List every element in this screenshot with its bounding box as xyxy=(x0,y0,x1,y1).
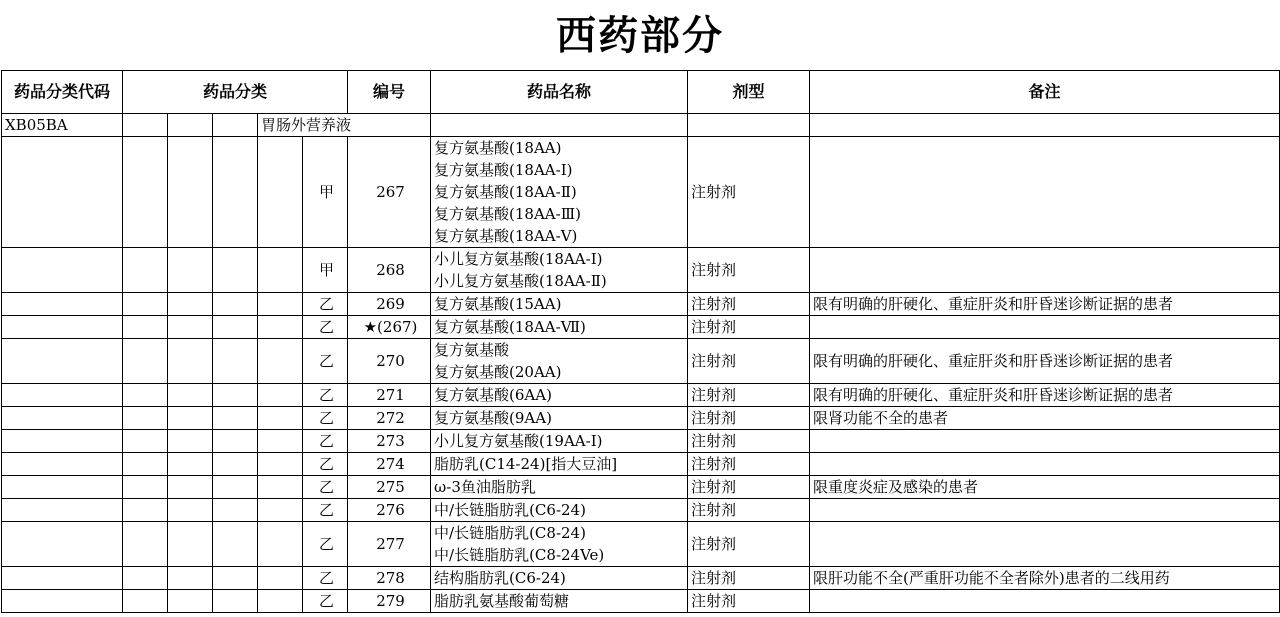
grade-cell: 乙 xyxy=(303,453,348,476)
empty-cell xyxy=(213,114,258,137)
form-cell: 注射剂 xyxy=(688,137,810,248)
empty-cell xyxy=(168,114,213,137)
table-row xyxy=(2,339,1280,384)
category-level-cell xyxy=(213,499,258,522)
drug-name: 复方氨基酸(18AA-Ⅰ) xyxy=(434,161,573,179)
form-cell: 注射剂 xyxy=(688,384,810,407)
category-level-cell xyxy=(213,430,258,453)
category-level-cell xyxy=(258,430,303,453)
grade-cell: 乙 xyxy=(303,476,348,499)
grade-cell: 乙 xyxy=(303,590,348,613)
header-code: 药品分类代码 xyxy=(2,71,123,114)
category-level-cell xyxy=(213,522,258,567)
header-category: 药品分类 xyxy=(123,71,348,114)
category-level-cell xyxy=(258,522,303,567)
note-cell: 限有明确的肝硬化、重症肝炎和肝昏迷诊断证据的患者 xyxy=(810,339,1280,384)
drug-name-cell xyxy=(431,316,688,339)
drug-name: 小儿复方氨基酸(19AA-Ⅰ) xyxy=(434,432,603,450)
category-level-cell xyxy=(123,293,168,316)
drug-name: 复方氨基酸 xyxy=(434,341,510,359)
table-row xyxy=(2,137,1280,248)
table-row xyxy=(2,316,1280,339)
code-cell xyxy=(2,522,123,567)
empty-cell xyxy=(810,114,1280,137)
table-row xyxy=(2,499,1280,522)
drug-name-cell xyxy=(431,293,688,316)
header-name: 药品名称 xyxy=(431,71,688,114)
category-level-cell xyxy=(213,453,258,476)
category-level-cell xyxy=(258,407,303,430)
category-level-cell xyxy=(213,567,258,590)
table-row xyxy=(2,384,1280,407)
drug-name: 复方氨基酸(18AA-Ⅶ) xyxy=(434,318,586,336)
category-level-cell xyxy=(123,407,168,430)
form-cell: 注射剂 xyxy=(688,316,810,339)
number-cell: 274 xyxy=(348,453,431,476)
category-level-cell xyxy=(258,293,303,316)
drug-name: 脂肪乳(C14-24)[指大豆油] xyxy=(434,455,618,473)
category-level-cell xyxy=(168,499,213,522)
number-cell: 271 xyxy=(348,384,431,407)
category-level-cell xyxy=(213,339,258,384)
number-cell: ★(267) xyxy=(348,316,431,339)
code-cell xyxy=(2,499,123,522)
drug-name: 小儿复方氨基酸(18AA-Ⅱ) xyxy=(434,272,607,290)
category-level-cell xyxy=(168,293,213,316)
category-level-cell xyxy=(258,384,303,407)
drug-name: 复方氨基酸(18AA-Ⅴ) xyxy=(434,227,578,245)
category-level-cell xyxy=(123,499,168,522)
code-cell xyxy=(2,476,123,499)
note-cell xyxy=(810,248,1280,293)
category-level-cell xyxy=(123,137,168,248)
grade-cell: 乙 xyxy=(303,339,348,384)
drug-name-cell xyxy=(431,407,688,430)
category-level-cell xyxy=(258,476,303,499)
drug-name: 复方氨基酸(18AA) xyxy=(434,139,562,157)
grade-cell: 乙 xyxy=(303,430,348,453)
number-cell: 279 xyxy=(348,590,431,613)
grade-cell: 乙 xyxy=(303,384,348,407)
code-cell xyxy=(2,590,123,613)
form-cell: 注射剂 xyxy=(688,248,810,293)
note-cell xyxy=(810,316,1280,339)
form-cell: 注射剂 xyxy=(688,590,810,613)
header-number: 编号 xyxy=(348,71,431,114)
category-level-cell xyxy=(123,248,168,293)
number-cell: 267 xyxy=(348,137,431,248)
category-level-cell xyxy=(258,137,303,248)
category-level-cell xyxy=(258,339,303,384)
category-level-cell xyxy=(168,316,213,339)
form-cell: 注射剂 xyxy=(688,499,810,522)
header-row xyxy=(2,71,1280,114)
category-level-cell xyxy=(123,567,168,590)
drug-name: 中/长链脂肪乳(C6-24) xyxy=(434,501,586,519)
note-cell xyxy=(810,499,1280,522)
category-level-cell xyxy=(258,590,303,613)
code-cell xyxy=(2,407,123,430)
drug-name-cell xyxy=(431,499,688,522)
form-cell: 注射剂 xyxy=(688,339,810,384)
code-cell xyxy=(2,293,123,316)
code-cell xyxy=(2,453,123,476)
category-level-cell xyxy=(258,316,303,339)
category-level-cell xyxy=(168,407,213,430)
form-cell: 注射剂 xyxy=(688,407,810,430)
table-row xyxy=(2,453,1280,476)
category-level-cell xyxy=(213,293,258,316)
drug-name-cell xyxy=(431,453,688,476)
category-level-cell xyxy=(213,316,258,339)
drug-name: 小儿复方氨基酸(18AA-Ⅰ) xyxy=(434,250,603,268)
drug-name-cell xyxy=(431,430,688,453)
form-cell: 注射剂 xyxy=(688,522,810,567)
category-level-cell xyxy=(123,316,168,339)
drug-table xyxy=(1,70,1280,613)
code-cell xyxy=(2,384,123,407)
drug-name: 脂肪乳氨基酸葡萄糖 xyxy=(434,592,570,610)
number-cell: 268 xyxy=(348,248,431,293)
grade-cell: 乙 xyxy=(303,407,348,430)
category-level-cell xyxy=(168,430,213,453)
drug-name-cell xyxy=(431,590,688,613)
note-cell xyxy=(810,430,1280,453)
category-row xyxy=(2,114,1280,137)
empty-cell xyxy=(431,114,688,137)
drug-name-cell xyxy=(431,137,688,248)
number-cell: 277 xyxy=(348,522,431,567)
code-cell xyxy=(2,248,123,293)
number-cell: 272 xyxy=(348,407,431,430)
form-cell: 注射剂 xyxy=(688,476,810,499)
drug-name: 复方氨基酸(9AA) xyxy=(434,409,552,427)
drug-name-cell xyxy=(431,339,688,384)
category-level-cell xyxy=(168,567,213,590)
table-row xyxy=(2,522,1280,567)
drug-name-cell xyxy=(431,384,688,407)
category-level-cell xyxy=(213,384,258,407)
number-cell: 278 xyxy=(348,567,431,590)
number-cell: 269 xyxy=(348,293,431,316)
note-cell: 限有明确的肝硬化、重症肝炎和肝昏迷诊断证据的患者 xyxy=(810,293,1280,316)
code-cell xyxy=(2,430,123,453)
category-level-cell xyxy=(168,590,213,613)
grade-cell: 乙 xyxy=(303,522,348,567)
category-level-cell xyxy=(123,339,168,384)
drug-name: 结构脂肪乳(C6-24) xyxy=(434,569,566,587)
table-row xyxy=(2,248,1280,293)
category-level-cell xyxy=(123,384,168,407)
number-cell: 276 xyxy=(348,499,431,522)
table-row xyxy=(2,430,1280,453)
category-level-cell xyxy=(213,137,258,248)
category-level-cell xyxy=(168,137,213,248)
grade-cell: 甲 xyxy=(303,137,348,248)
grade-cell: 甲 xyxy=(303,248,348,293)
category-level-cell xyxy=(168,522,213,567)
note-cell: 限肝功能不全(严重肝功能不全者除外)患者的二线用药 xyxy=(810,567,1280,590)
drug-name: 中/长链脂肪乳(C8-24Ve) xyxy=(434,546,605,564)
drug-name: 中/长链脂肪乳(C8-24) xyxy=(434,524,586,542)
drug-name-cell xyxy=(431,248,688,293)
drug-name: 复方氨基酸(18AA-Ⅱ) xyxy=(434,183,577,201)
table-row xyxy=(2,293,1280,316)
code-cell xyxy=(2,339,123,384)
grade-cell: 乙 xyxy=(303,293,348,316)
note-cell: 限有明确的肝硬化、重症肝炎和肝昏迷诊断证据的患者 xyxy=(810,384,1280,407)
category-level-cell xyxy=(258,499,303,522)
note-cell xyxy=(810,590,1280,613)
category-level-cell xyxy=(123,453,168,476)
category-code: XB05BA xyxy=(2,114,123,137)
category-label: 胃肠外营养液 xyxy=(258,114,431,137)
category-level-cell xyxy=(168,476,213,499)
form-cell: 注射剂 xyxy=(688,453,810,476)
category-level-cell xyxy=(258,567,303,590)
category-level-cell xyxy=(258,248,303,293)
category-level-cell xyxy=(168,339,213,384)
category-level-cell xyxy=(168,384,213,407)
category-level-cell xyxy=(213,476,258,499)
table-row xyxy=(2,407,1280,430)
category-level-cell xyxy=(123,476,168,499)
category-level-cell xyxy=(168,453,213,476)
grade-cell: 乙 xyxy=(303,567,348,590)
number-cell: 273 xyxy=(348,430,431,453)
note-cell xyxy=(810,522,1280,567)
note-cell: 限肾功能不全的患者 xyxy=(810,407,1280,430)
category-level-cell xyxy=(213,590,258,613)
drug-name: ω-3鱼油脂肪乳 xyxy=(434,478,536,496)
code-cell xyxy=(2,316,123,339)
code-cell xyxy=(2,137,123,248)
form-cell: 注射剂 xyxy=(688,430,810,453)
grade-cell: 乙 xyxy=(303,316,348,339)
form-cell: 注射剂 xyxy=(688,293,810,316)
category-level-cell xyxy=(123,430,168,453)
category-level-cell xyxy=(168,248,213,293)
category-level-cell xyxy=(213,407,258,430)
category-level-cell xyxy=(258,453,303,476)
header-note: 备注 xyxy=(810,71,1280,114)
drug-name-cell xyxy=(431,476,688,499)
drug-name-cell xyxy=(431,567,688,590)
form-cell: 注射剂 xyxy=(688,567,810,590)
header-form: 剂型 xyxy=(688,71,810,114)
table-row xyxy=(2,590,1280,613)
drug-name: 复方氨基酸(15AA) xyxy=(434,295,562,313)
number-cell: 275 xyxy=(348,476,431,499)
grade-cell: 乙 xyxy=(303,499,348,522)
number-cell: 270 xyxy=(348,339,431,384)
category-level-cell xyxy=(123,590,168,613)
table-row xyxy=(2,567,1280,590)
note-cell xyxy=(810,453,1280,476)
drug-name-cell xyxy=(431,522,688,567)
category-level-cell xyxy=(213,248,258,293)
empty-cell xyxy=(688,114,810,137)
drug-name: 复方氨基酸(20AA) xyxy=(434,363,562,381)
code-cell xyxy=(2,567,123,590)
note-cell xyxy=(810,137,1280,248)
empty-cell xyxy=(123,114,168,137)
category-level-cell xyxy=(123,522,168,567)
table-row xyxy=(2,476,1280,499)
note-cell: 限重度炎症及感染的患者 xyxy=(810,476,1280,499)
drug-name: 复方氨基酸(6AA) xyxy=(434,386,552,404)
page-title: 西药部分 xyxy=(556,13,724,59)
drug-name: 复方氨基酸(18AA-Ⅲ) xyxy=(434,205,582,223)
